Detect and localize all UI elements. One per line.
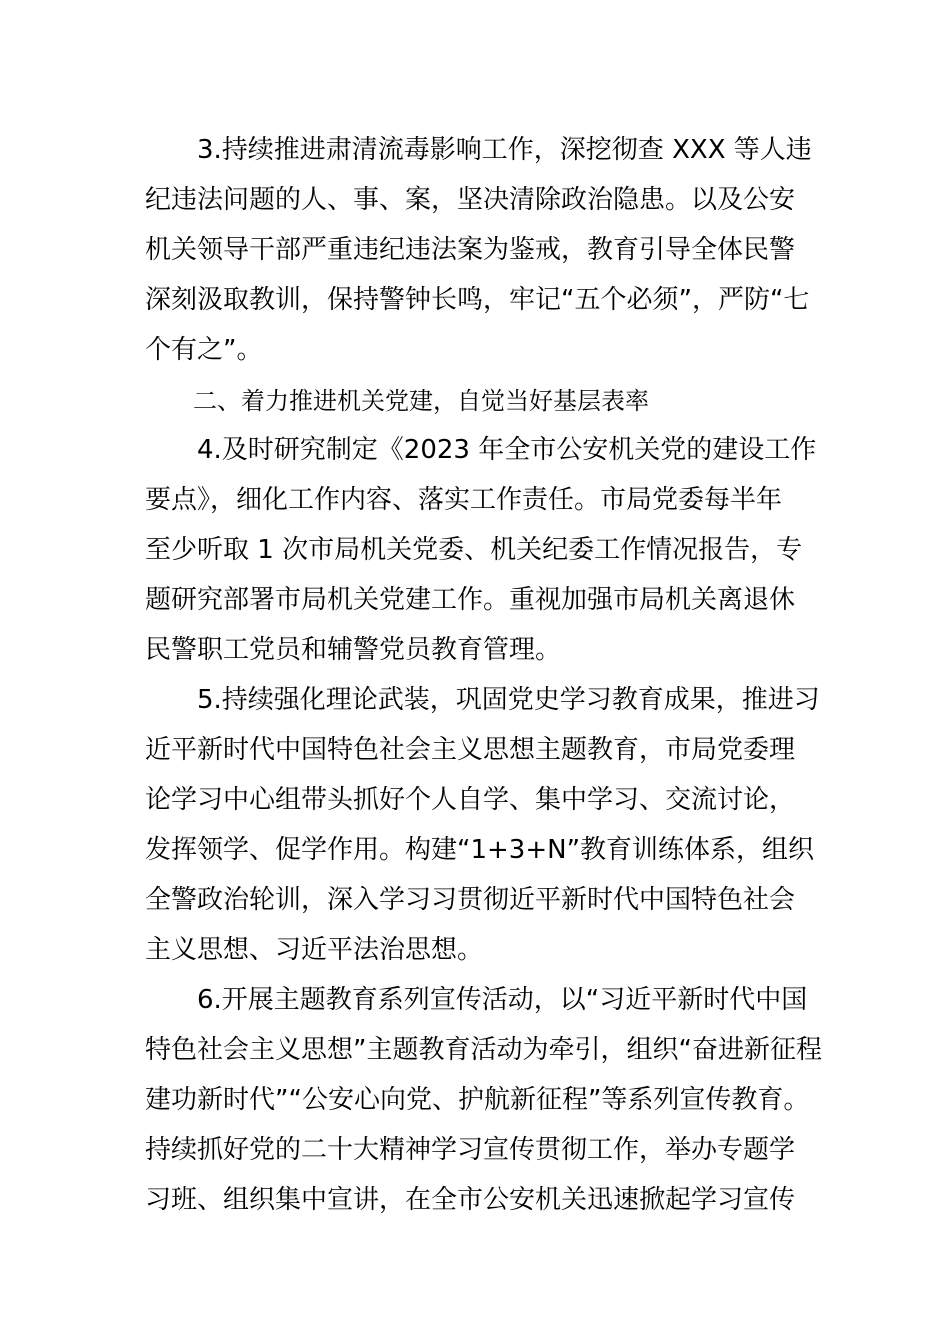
paragraph-3-line-2: 纪违法问题的人、事、案，坚决清除政治隐患。以及公安: [145, 185, 796, 215]
paragraph-6-line-4: 持续抓好党的二十大精神学习宣传贯彻工作，举办专题学: [145, 1135, 796, 1165]
paragraph-6-line-1: 6.开展主题教育系列宣传活动，以“习近平新时代中国: [145, 985, 808, 1015]
paragraph-4-line-2: 要点》，细化工作内容、落实工作责任。市局党委每半年: [145, 485, 783, 515]
paragraph-6-line-3: 建功新时代”“公安心向党、护航新征程”等系列宣传教育。: [145, 1085, 810, 1115]
paragraph-5-line-4: 发挥领学、促学作用。构建“1+3+N”教育训练体系，组织: [145, 835, 815, 865]
paragraph-3-line-5: 个有之”。: [145, 335, 263, 365]
paragraph-3-line-4: 深刻汲取教训，保持警钟长鸣，牢记“五个必须”，严防“七: [145, 285, 810, 315]
paragraph-5-line-1: 5.持续强化理论武装，巩固党史学习教育成果，推进习: [145, 685, 820, 715]
paragraph-4-line-1: 4.及时研究制定《2023 年全市公安机关党的建设工作: [145, 435, 817, 465]
paragraph-5-line-5: 全警政治轮训，深入学习习贯彻近平新时代中国特色社会: [145, 885, 796, 915]
paragraph-4-line-4: 题研究部署市局机关党建工作。重视加强市局机关离退休: [145, 585, 796, 615]
paragraph-3-line-1: 3.持续推进肃清流毒影响工作，深挖彻查 XXX 等人违: [145, 135, 812, 165]
section-heading-2: 二、着力推进机关党建，自觉当好基层表率: [145, 387, 649, 415]
paragraph-5-line-2: 近平新时代中国特色社会主义思想主题教育，市局党委理: [145, 735, 796, 765]
paragraph-3-line-3: 机关领导干部严重违纪违法案为鉴戒，教育引导全体民警: [145, 235, 796, 265]
paragraph-6-line-5: 习班、组织集中宣讲，在全市公安机关迅速掀起学习宣传: [145, 1185, 796, 1215]
paragraph-5-line-6: 主义思想、习近平法治思想。: [145, 935, 484, 965]
paragraph-6-line-2: 特色社会主义思想”主题教育活动为牵引，组织“奋进新征程: [145, 1035, 822, 1065]
paragraph-4-line-5: 民警职工党员和辅警党员教育管理。: [145, 635, 562, 665]
paragraph-5-line-3: 论学习中心组带头抓好个人自学、集中学习、交流讨论，: [145, 785, 796, 815]
paragraph-4-line-3: 至少听取 1 次市局机关党委、机关纪委工作情况报告，专: [145, 535, 803, 565]
